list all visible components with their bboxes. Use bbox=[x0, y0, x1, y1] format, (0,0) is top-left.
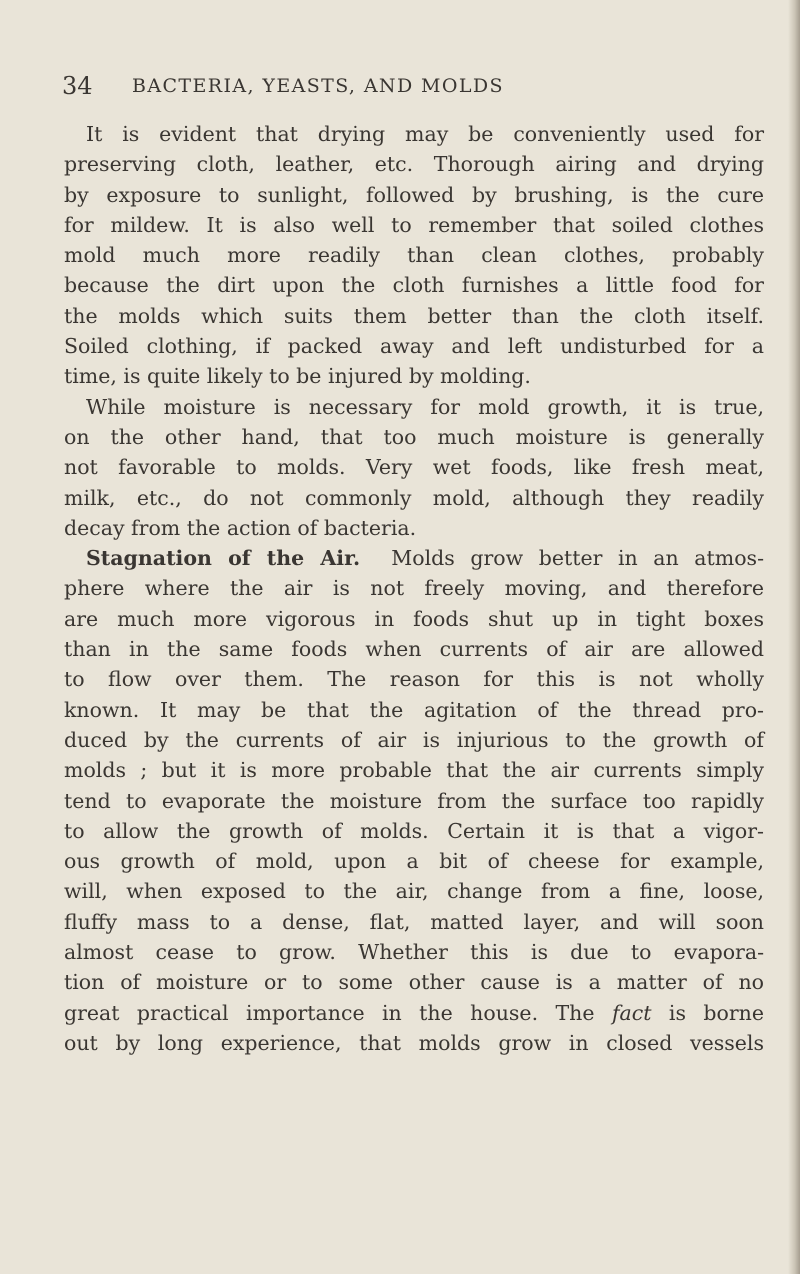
running-head: BACTERIA, YEASTS, AND MOLDS bbox=[132, 75, 504, 97]
text-fragment: Molds grow better in an atmos- bbox=[391, 546, 764, 571]
text-line: almost cease to grow. Whether this is due to evapora- bbox=[64, 940, 764, 965]
text-line-with-heading bbox=[64, 543, 764, 573]
text-line: time, is quite likely to be injured by molding. bbox=[64, 364, 531, 389]
page-number: 34 bbox=[62, 72, 93, 100]
text-line-with-emphasis bbox=[64, 998, 764, 1028]
text-line: preserving cloth, leather, etc. Thorough airing and drying bbox=[64, 152, 764, 177]
text-line: by exposure to sunlight, followed by brushing, is the cure bbox=[64, 182, 764, 207]
text-line: tion of moisture or to some other cause is a matter of no bbox=[64, 970, 764, 995]
text-line: known. It may be that the agitation of the thread pro- bbox=[64, 697, 764, 722]
emphasized-word: fact bbox=[611, 1000, 652, 1025]
text-line: for mildew. It is also well to remember that soiled clothes bbox=[64, 212, 764, 237]
text-line: to allow the growth of molds. Certain it is that a vigor- bbox=[64, 818, 764, 843]
text-fragment: great practical importance in the house. The bbox=[64, 1000, 612, 1025]
text-line: While moisture is necessary for mold growth, it is true, bbox=[86, 394, 764, 419]
text-line: on the other hand, that too much moisture is generally bbox=[64, 424, 764, 449]
text-line: It is evident that drying may be conveniently used for bbox=[86, 122, 764, 146]
text-line: out by long experience, that molds grow in closed vessels bbox=[64, 1030, 764, 1055]
text-line: decay from the action of bacteria. bbox=[64, 515, 417, 540]
text-line: duced by the currents of air is injurious to the growth of bbox=[64, 727, 764, 752]
page-header bbox=[62, 69, 742, 103]
text-line: are much more vigorous in foods shut up in tight boxes bbox=[64, 606, 764, 631]
text-line: phere where the air is not freely moving, and therefore bbox=[64, 576, 764, 601]
page-edge-shadow bbox=[788, 0, 800, 1274]
text-line: mold much more readily than clean clothes, probably bbox=[64, 243, 764, 268]
text-line: fluffy mass to a dense, flat, matted layer, and will soon bbox=[64, 909, 764, 934]
body-text bbox=[64, 119, 764, 1058]
text-line: ous growth of mold, upon a bit of cheese for example, bbox=[64, 849, 764, 874]
text-line: will, when exposed to the air, change from a fine, loose, bbox=[64, 879, 764, 904]
text-line: because the dirt upon the cloth furnishes a little food for bbox=[64, 273, 764, 298]
text-line: than in the same foods when currents of air are allowed bbox=[64, 637, 764, 662]
text-line: the molds which suits them better than the cloth itself. bbox=[64, 303, 764, 328]
text-line: not favorable to molds. Very wet foods, like fresh meat, bbox=[64, 455, 764, 480]
text-fragment: is borne bbox=[651, 1000, 764, 1025]
section-run-in-heading: Stagnation of the Air. bbox=[86, 546, 361, 571]
text-line: molds ; but it is more probable that the air currents simply bbox=[64, 758, 764, 783]
text-line: to flow over them. The reason for this is not wholly bbox=[64, 667, 764, 692]
text-line: tend to evaporate the moisture from the surface too rapidly bbox=[64, 788, 764, 813]
text-line: milk, etc., do not commonly mold, although they readily bbox=[64, 485, 764, 510]
text-line: Soiled clothing, if packed away and left undisturbed for a bbox=[64, 334, 764, 359]
